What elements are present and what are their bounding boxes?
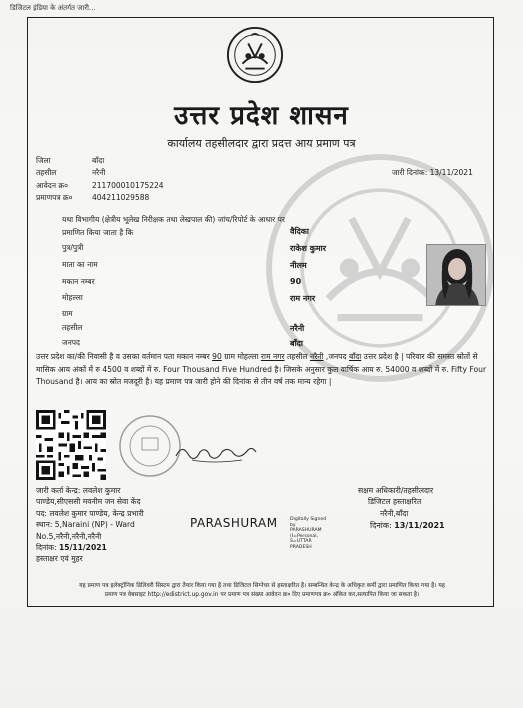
mother-label: माता का नाम [62,260,98,269]
digsig-line-6: PRADESH [290,544,312,550]
digsig-line-1: Digitally Signed [290,517,327,522]
tehsil-value: नरैनी [92,168,106,177]
holder-name: वैदिका [290,227,309,236]
authority-line-1: सक्षम अधिकारी/तहसीलदार [358,486,434,495]
district-detail-value: बाँदा [290,339,303,348]
qr-code [36,410,106,480]
body-mohalla: राम नगर [260,352,285,361]
authority-date-label: दिनांक: [370,521,392,530]
footer-line-2: प्रमाण पत्र वेबसाइट http://edistrict.up.gov.in पर प्रमाण पत्र संख्या आवेदन क्र० दिए प्रमाणपत्र क्र० अंकित कर,सत्यापित किया जा सकता है। [104,592,420,598]
page-subtitle: कार्यालय तहसीलदार द्वारा प्रदत्त आय प्रमाण पत्र [167,137,356,150]
district-label: जिला [36,156,51,165]
issue-date [392,168,473,178]
issuer-date [36,542,144,553]
body-text-3: तहसील [284,352,310,361]
digsig-line-4: (I=Personal, [290,533,318,539]
body-text-2: ग्राम मोहल्ला [221,352,261,361]
handwritten-signature [172,440,258,468]
authority-line-3: नरैनी,बाँदा [380,508,409,518]
district-detail-label: जनपद [62,338,80,347]
application-no-label: आवेदन क्र० [36,181,69,190]
issuer-date-value: 15/11/2021 [59,543,107,553]
digsig-line-5: S=UTTAR [290,539,312,545]
top-note: डिजिटल इंडिया के अंतर्गत जारी... [10,4,96,12]
tehsil-detail-value: नरैनी [290,324,305,333]
tehsil-detail-label: तहसील [62,323,83,332]
issuer-block [36,485,144,565]
signature-note: हस्ताक्षर एवं मुहर [36,554,83,564]
issue-date-value: 13/11/2021 [429,168,473,177]
issuer-line-1: जारी कर्ता केन्द्र: लवलेश कुमार [36,486,121,495]
authority-date [370,520,445,531]
house-value: 90 [290,277,302,286]
application-no-value: 211700010175224 [92,181,164,190]
tehsil-label: तहसील [36,168,57,177]
intro-line-2: प्रमाणित किया जाता है कि [62,228,134,237]
body-text-1: उत्तर प्रदेश का/की निवासी है व उसका वर्तमान पता मकान नम्बर [36,352,213,361]
parent-value: राकेश कुमार [290,244,326,253]
body-text-4: ,जनपद [323,352,349,361]
up-emblem-icon [226,26,284,84]
certificate-no-value: 404211029588 [92,193,150,202]
authority-date-value: 13/11/2021 [394,521,445,530]
digsig-line-2: by [290,522,296,528]
body-tehsil: नरैनी [309,352,324,361]
mother-value: नीलम [290,261,307,270]
certificate-no-label: प्रमाणपत्र क्र० [36,193,73,202]
certificate-body [36,351,492,389]
mohalla-value: राम नगर [290,294,316,303]
issuer-line-5: No.5,नरैनी,नरैनी,नरैनी [36,531,102,541]
digital-signer-name: PARASHURAM [190,516,278,530]
digsig-line-3: PARASHURAM [290,528,322,534]
footer-line-1: यह प्रमाण पत्र इलेक्ट्रॉनिक डिलिवरी सिस्टम द्वारा तैयार किया गया है तथा डिजिटल सिग्नेचर से हस्ताक्षरित है। सम्बन्धित केन्द्र के अधिकृत कर्मी द्वारा प्रमाणित किया गया है। यह [79,583,445,589]
person-photo-icon [427,245,486,306]
issuer-line-3: पद: लवलेश कुमार पाण्डेय, केन्द्र प्रभारी [36,508,144,518]
intro-line-1: यथा विभागीय (क्षेत्रीय भूलेख निरीक्षक तथा लेखपाल की) जांच/रिपोर्ट के आधार पर [62,215,285,224]
district-value: बाँदा [92,156,105,165]
body-house: 90 [212,352,222,361]
issuer-line-2: पाण्डेय,सीएससी मवनीम जन सेवा केंद [36,497,141,507]
applicant-photo [426,244,486,306]
issue-date-label: जारी दिनांक: [392,168,428,177]
body-district: बाँदा [348,352,362,361]
body-text-5: उत्तर प्रदेश है | परिवार की समस्त स्रोतों से मासिक आय अंकों में रु 4500 व शब्दों में रु. Four Thousand Five Hundred है। जिसके अनुसार कुल वार्षिक आय रु. 54000 व शब्दों में रु. Fifty Four Thousand है। आय का स्रोत मजदूरी है। यह प्रमाण पत्र जारी होने की दिनांक से तीन वर्ष तक मान्य रहेगा | [36,352,487,386]
footer-note [32,582,492,600]
parent-label: पुत्र/पुत्री [62,243,84,252]
digital-signature-block [290,517,340,551]
authority-line-2: डिजिटल हस्ताक्षरित [368,497,422,507]
authority-block [358,485,433,519]
village-label: ग्राम [62,309,73,318]
house-label: मकान नम्बर [62,277,95,286]
issuer-line-4: स्थान: 5,Naraini (NP) - Ward [36,520,135,530]
issuer-date-label: दिनांक: [36,543,57,553]
page-title: उत्तर प्रदेश शासन [174,101,349,131]
mohalla-label: मोहल्ला [62,293,83,302]
